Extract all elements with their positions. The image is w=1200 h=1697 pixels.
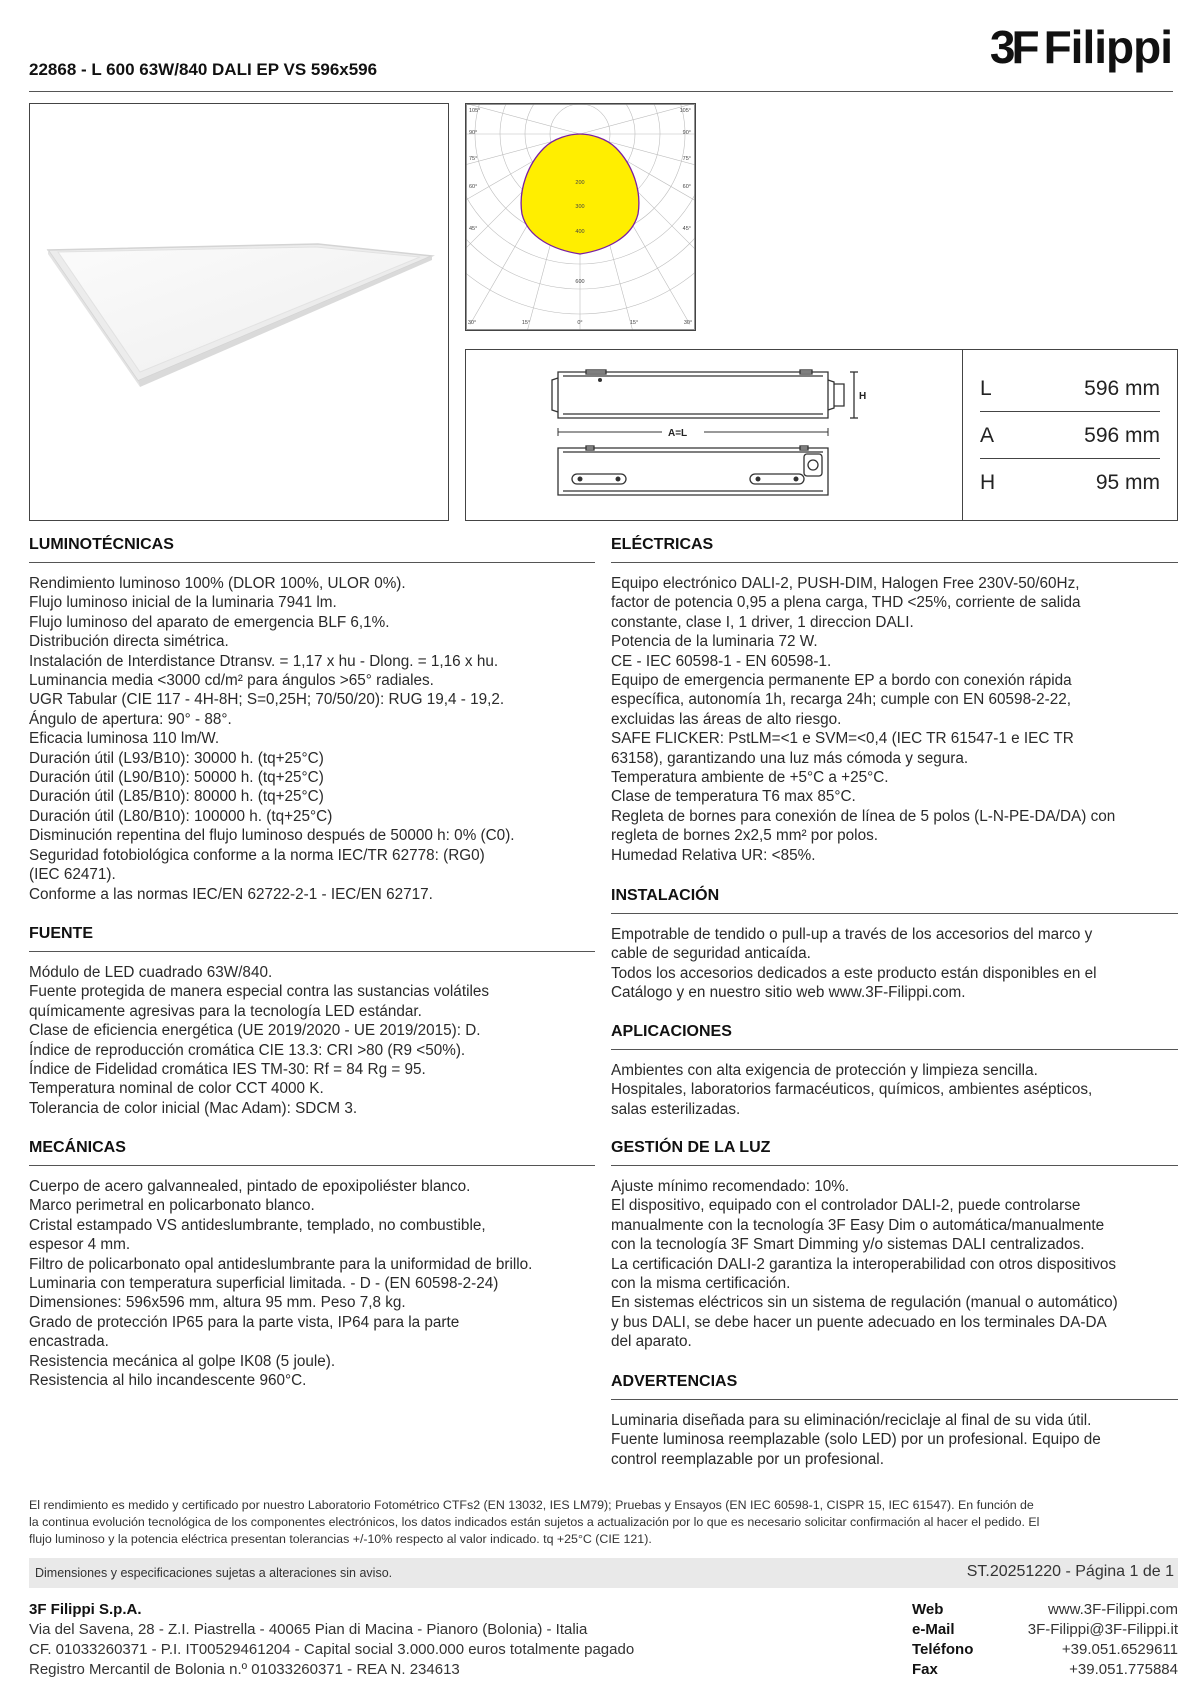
text-line: Ambientes con alta exigencia de protección y limpieza sencilla. [611,1062,1038,1079]
logo-mark: 3F [989,21,1036,73]
text-line: flujo luminoso y la potencia eléctrica presentan tolerancias +/-10% respecto al valor indicado. tq +25°C (CIE 121). [29,1532,652,1546]
polar-angle-label: 90° [682,130,691,136]
fax-value: +39.051.775884 [1069,1661,1178,1678]
contact-label: e-Mail [912,1621,955,1638]
text-line: con la tecnología 3F Smart Dimming y/o sistemas DALI centralizados. [611,1236,1085,1254]
text-line: Temperatura nominal de color CCT 4000 K. [29,1080,324,1098]
text-line: CE - IEC 60598-1 - EN 60598-1. [611,652,832,670]
text-line: Ajuste mínimo recomendado: 10%. [611,1178,850,1195]
text-line: espesor 4 mm. [29,1236,131,1254]
section-body-mecanicas [29,1177,532,1390]
section-title-advertencias: ADVERTENCIAS [611,1373,738,1390]
technical-drawing [466,350,961,520]
polar-angle-label: 45° [469,226,478,232]
company-info [29,1600,634,1680]
section-body-gestion [611,1177,1118,1352]
length-dim-label: A=L [668,428,688,439]
section-title-mecanicas: MECÁNICAS [29,1139,126,1156]
contact-label: Fax [912,1661,938,1678]
polar-angle-label: 75° [682,156,691,162]
polar-angle-label: 90° [469,130,478,136]
text-line: Flujo luminoso del aparato de emergencia BLF 6,1%. [29,613,390,631]
text-line: Distribución directa simétrica. [29,633,229,651]
polar-bottom-label: 0° [577,320,583,326]
section-rule [611,913,1178,914]
section-rule [611,1399,1178,1400]
text-line: Seguridad fotobiológica conforme a la norma IEC/TR 62778: (RG0) [29,846,485,864]
text-line: Dimensiones: 596x596 mm, altura 95 mm. Peso 7,8 kg. [29,1294,406,1312]
text-line: Filtro de policarbonato opal antideslumbrante para la uniformidad de brillo. [29,1255,533,1273]
company-tax-info: CF. 01033260371 - P.I. IT00529461204 - Capital social 3.000.000 euros totalmente pagado [29,1641,635,1658]
product-title: 22868 - L 600 63W/840 DALI EP VS 596x596 [29,60,378,79]
web-link[interactable]: www.3F-Filippi.com [1047,1601,1178,1618]
polar-angle-label: 105° [469,108,481,114]
polar-angle-label: 60° [682,184,691,190]
polar-radial-label: 200 [575,180,585,186]
text-line: Humedad Relativa UR: <85%. [611,846,816,864]
polar-angle-label: 75° [469,156,478,162]
text-line: encastrada. [29,1333,109,1351]
text-line: Fuente protegida de manera especial contra las sustancias volátiles [29,983,490,1001]
section-rule [29,562,595,563]
company-name: 3F Filippi S.p.A. [29,1601,142,1618]
height-dim-label: H [859,391,867,402]
polar-angle-label: 60° [469,184,478,190]
contact-phone [912,1640,1178,1660]
text-line: Conforme a las normas IEC/EN 62722-2-1 - IEC/EN 62717. [29,885,433,903]
contact-web [912,1600,1178,1620]
section-body-advertencias [611,1411,1101,1469]
email-link[interactable]: 3F-Filippi@3F-Filippi.it [1027,1621,1178,1638]
text-line: En sistemas eléctricos sin un sistema de regulación (manual o automático) [611,1294,1118,1312]
text-line: Disminución repentina del flujo luminoso después de 50000 h: 0% (C0). [29,827,515,845]
text-line: Temperatura ambiente de +5°C a +25°C. [611,769,889,787]
header-rule [29,91,1173,92]
polar-bottom-label: 15° [521,320,531,326]
text-line: Resistencia mecánica al golpe IK08 (5 joule). [29,1352,336,1370]
text-line: Instalación de Interdistance Dtransv. = 1,17 x hu - Dlong. = 1,16 x hu. [29,652,499,670]
text-line: Clase de temperatura T6 max 85°C. [611,788,856,806]
text-line: UGR Tabular (CIE 117 - 4H-8H; S=0,25H; 70/50/20): RUG 19,4 - 19,2. [29,691,505,709]
text-line: Eficacia luminosa 110 lm/W. [29,730,220,748]
text-line: Rendimiento luminoso 100% (DLOR 100%, ULOR 0%). [29,575,406,592]
text-line: la continua evolución tecnológica de los componentes electrónicos, los datos indicados están sujetos a actualización por lo que es necesario solicitar confirmación al hacer el pedido. El [29,1515,1040,1529]
section-body-fuente [29,963,489,1118]
text-line: Índice de reproducción cromática CIE 13.3: CRI >80 (R9 <50%). [29,1041,466,1059]
text-line: Flujo luminoso inicial de la luminaria 7941 lm. [29,594,337,612]
text-line: Cuerpo de acero galvannealed, pintado de epoxipoliéster blanco. [29,1178,471,1195]
company-registry: Registro Mercantil de Bolonia n.º 01033260371 - REA N. 234613 [29,1661,460,1678]
text-line: Clase de eficiencia energética (UE 2019/2020 - UE 2019/2015): D. [29,1022,481,1040]
light-distribution-curve [521,134,639,254]
text-line: regleta de bornes 2x2,5 mm² por polos. [611,827,878,845]
dim-row-h [980,460,1160,506]
contact-email [912,1620,1178,1640]
text-line: Todos los accesorios dedicados a este producto están disponibles en el [611,964,1097,982]
section-title-luminotecnicas: LUMINOTÉCNICAS [29,536,174,553]
text-line: Equipo de emergencia permanente EP a bordo con conexión rápida [611,672,1072,690]
section-title-gestion: GESTIÓN DE LA LUZ [611,1139,771,1156]
section-title-fuente: FUENTE [29,925,93,942]
polar-radial-label: 600 [575,279,585,285]
polar-bottom-label: 30° [467,320,477,326]
text-line: Luminaria con temperatura superficial limitada. - D - (EN 60598-2-24) [29,1275,499,1293]
polar-chart [466,104,695,330]
text-line: Grado de protección IP65 para la parte vista, IP64 para la parte [29,1313,460,1331]
polar-bottom-label: 15° [629,320,639,326]
logo-brand: Filippi [1043,21,1172,73]
text-line: con la misma certificación. [611,1275,791,1293]
section-title-instalacion: INSTALACIÓN [611,887,720,904]
text-line: Ángulo de apertura: 90° - 88°. [29,710,232,728]
dimensions-separator [962,349,963,521]
text-line: Duración útil (L85/B10): 80000 h. (tq+25°C) [29,788,324,806]
product-photo [29,103,449,521]
polar-grid-ray [580,104,695,134]
dim-row-a [980,413,1160,459]
text-line: manualmente con la tecnología 3F Easy Dim o automática/manualmente [611,1216,1105,1234]
text-line: La certificación DALI-2 garantiza la interoperabilidad con otros dispositivos [611,1255,1117,1273]
dim-value: 95 mm [1095,471,1160,494]
section-title-aplicaciones: APLICACIONES [611,1023,732,1040]
text-line: Regleta de bornes para conexión de línea de 5 polos (L-N-PE-DA/DA) con [611,807,1116,825]
text-line: del aparato. [611,1333,692,1351]
dim-label: L [980,376,992,400]
section-rule [611,1049,1178,1050]
text-line: Marco perimetral en policarbonato blanco. [29,1197,315,1215]
section-body-instalacion [611,925,1097,1003]
text-line: El dispositivo, equipado con el controlador DALI-2, puede controlarse [611,1197,1081,1215]
polar-diagram [465,103,696,331]
text-line: Equipo electrónico DALI-2, PUSH-DIM, Halogen Free 230V-50/60Hz, [611,575,1080,592]
text-line: Módulo de LED cuadrado 63W/840. [29,964,273,981]
text-line: específica, autonomía 1h, recarga 24h; cumple con EN 60598-2-22, [611,691,1072,709]
text-line: Resistencia al hilo incandescente 960°C. [29,1372,307,1390]
text-line: constante, clase I, 1 driver, 1 direccion DALI. [611,613,914,631]
section-body-luminotecnicas [29,574,515,904]
text-line: Empotrable de tendido o pull-up a través de los accesorios del marco y [611,926,1093,943]
text-line: Duración útil (L93/B10): 30000 h. (tq+25°C) [29,749,324,767]
polar-radial-label: 400 [575,229,585,235]
text-line: SAFE FLICKER: PstLM=<1 e SVM=<0,4 (IEC TR 61547-1 e IEC TR [611,730,1074,748]
text-line: factor de potencia 0,95 a plena carga, THD <25%, corriente de salida [611,594,1081,612]
text-line: excluidas las áreas de alto riesgo. [611,710,842,728]
text-line: Luminaria diseñada para su eliminación/reciclaje al final de su vida útil. [611,1412,1092,1429]
phone-value: +39.051.6529611 [1061,1641,1178,1658]
text-line: Luminancia media <3000 cd/m² para ángulos >65° radiales. [29,672,434,690]
text-line: Duración útil (L80/B10): 100000 h. (tq+25°C) [29,807,333,825]
dim-label: H [980,471,996,494]
text-line: 63158), garantizando una luz más cómoda y segura. [611,749,969,767]
section-rule [611,562,1178,563]
text-line: Fuente luminosa reemplazable (solo LED) por un profesional. Equipo de [611,1431,1101,1449]
polar-angle-label: 105° [679,108,691,114]
disclaimer [29,1497,1179,1548]
company-address: Via del Savena, 28 - Z.I. Piastrella - 40065 Pian di Macina - Pianoro (Bolonia) - Italia [29,1621,588,1638]
contact-fax [912,1660,1178,1680]
section-rule [29,951,595,952]
section-title-electricas: ELÉCTRICAS [611,536,714,553]
text-line: salas esterilizadas. [611,1100,741,1118]
text-line: control reemplazable por un profesional. [611,1450,884,1468]
polar-angle-label: 45° [682,226,691,232]
text-line: cable de seguridad anticaída. [611,945,811,963]
dim-label: A [980,423,995,447]
text-line: El rendimiento es medido y certificado por nuestro Laboratorio Fotométrico CTFs2 (EN 13032, IES LM79); Pruebas y Ensayos (EN IEC 60598-1, CISPR 15, IEC 61547). En función de [29,1498,1034,1512]
footer-notice: Dimensiones y especificaciones sujetas a alteraciones sin aviso. [35,1566,393,1580]
polar-radial-label: 300 [575,204,585,210]
text-line: Hospitales, laboratorios farmacéuticos, químicos, ambientes asépticos, [611,1081,1093,1099]
text-line: Duración útil (L90/B10): 50000 h. (tq+25°C) [29,769,324,787]
text-line: y bus DALI, se debe hacer un puente adecuado en los terminales DA-DA [611,1313,1107,1331]
brand-logo [990,22,1172,72]
polar-grid-ray [466,104,580,134]
contact-info [912,1600,1178,1680]
dim-value: 596 mm [1084,376,1160,400]
section-body-aplicaciones [611,1061,1092,1119]
dim-value: 596 mm [1084,423,1160,447]
text-line: Índice de Fidelidad cromática IES TM-30: Rf = 84 Rg = 95. [29,1061,426,1079]
section-rule [29,1165,595,1166]
text-line: químicamente agresivas para la tecnología LED estándar. [29,1002,422,1020]
section-body-electricas [611,574,1115,865]
text-line: Potencia de la luminaria 72 W. [611,633,818,651]
section-rule [611,1165,1178,1166]
dim-row-l [980,366,1160,412]
text-line: Tolerancia de color inicial (Mac Adam): SDCM 3. [29,1099,358,1117]
contact-label: Teléfono [912,1641,974,1658]
text-line: (IEC 62471). [29,866,116,884]
text-line: Catálogo y en nuestro sitio web www.3F-Filippi.com. [611,984,966,1002]
text-line: Cristal estampado VS antideslumbrante, templado, no combustible, [29,1216,486,1234]
page-reference: ST.20251220 - Página 1 de 1 [966,1563,1174,1580]
contact-label: Web [912,1601,944,1618]
polar-bottom-label: 30° [683,320,693,326]
footer-bar [29,1558,1178,1588]
panel-illustration [30,104,448,520]
